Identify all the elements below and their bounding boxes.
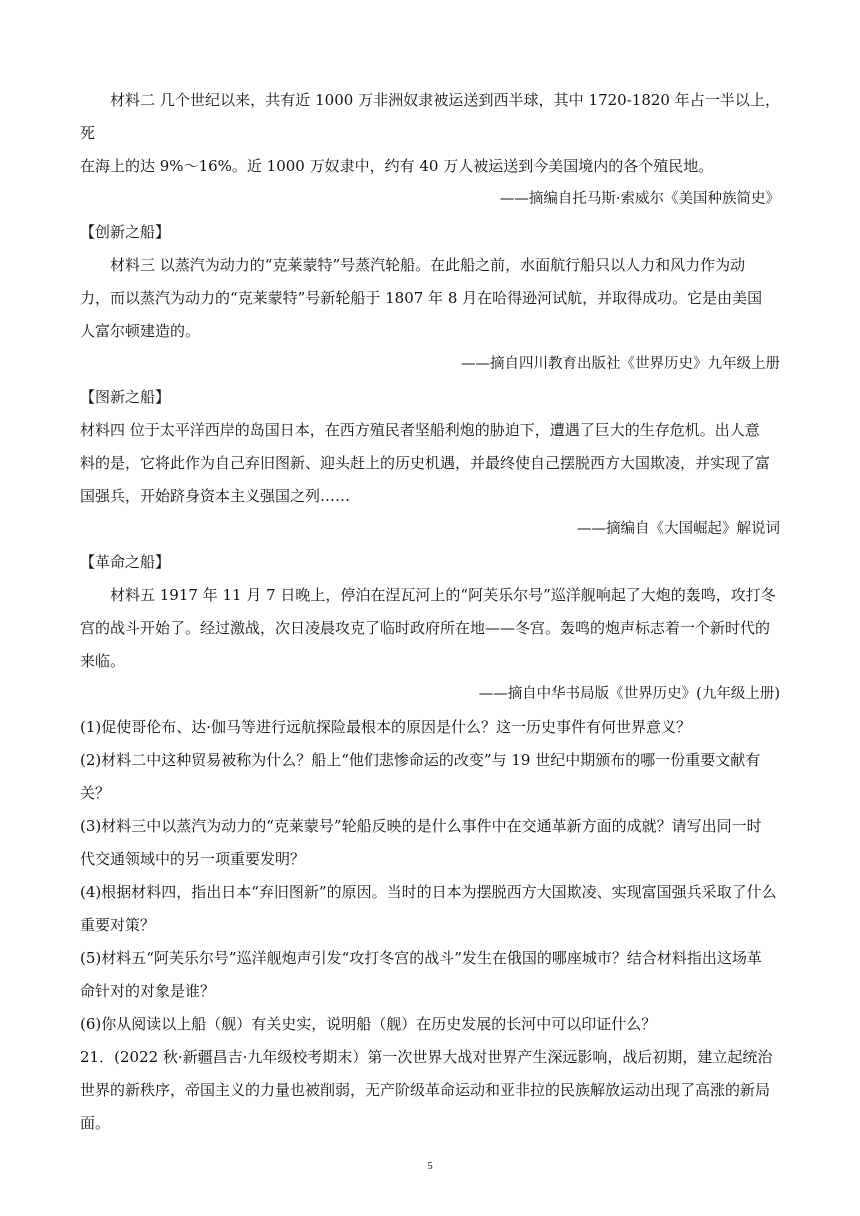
material2-line1: 材料二 几个世纪以来，共有近 1000 万非洲奴隶被运送到西半球，其中 1720-1820 年占一半以上，死 [80,91,780,142]
section-innovation: 【创新之船】 [80,223,171,241]
question-3-line1: (3)材料三中以蒸汽为动力的“克莱蒙号”轮船反映的是什么事件中在交通革新方面的成就？请写出同一时 [80,817,762,835]
material4-line3: 国强兵，开始跻身资本主义强国之列…… [80,487,351,505]
material5-source: ——摘自中华书局版《世界历史》(九年级上册) [478,686,780,702]
question-21-line2: 世界的新秩序，帝国主义的力量也被削弱，无产阶级革命运动和亚非拉的民族解放运动出现了高涨的新局 [80,1081,771,1099]
question-6: (6)你从阅读以上船（舰）有关史实，说明船（舰）在历史发展的长河中可以印证什么？ [80,1015,657,1033]
question-21-line3: 面。 [80,1114,111,1132]
material4-line1: 材料四 位于太平洋西岸的岛国日本，在西方殖民者坚船利炮的胁迫下，遭遇了巨大的生存危机。出人意 [80,421,760,439]
material3-line1: 材料三 以蒸汽为动力的“克莱蒙特”号蒸汽轮船。在此船之前，水面航行船只以人力和风力作为动 [110,256,746,274]
page-number: 5 [427,1160,433,1172]
question-1: (1)促使哥伦布、达·伽马等进行远航探险最根本的原因是什么？这一历史事件有何世界意义？ [80,718,692,736]
question-5-line2: 命针对的对象是谁？ [80,982,216,1000]
material2-source: ——摘编自托马斯·索威尔《美国种族简史》 [499,191,780,207]
material2-line2: 在海上的达 9%～16%。近 1000 万奴隶中，约有 40 万人被运送到今美国境内的各个殖民地。 [80,157,714,175]
question-4-line1: (4)根据材料四，指出日本“弃旧图新”的原因。当时的日本为摆脱西方大国欺凌、实现富国强兵采取了什么 [80,883,777,901]
section-reform: 【图新之船】 [80,388,171,406]
material4-line2: 料的是，它将此作为自己弃旧图新、迎头赶上的历史机遇，并最终使自己摆脱西方大国欺凌，并实现了富 [80,454,771,472]
material5-line3: 来临。 [80,652,126,670]
question-5-line1: (5)材料五“阿芙乐尔号”巡洋舰炮声引发“攻打冬宫的战斗”发生在俄国的哪座城市？结合材料指出这场革 [80,949,762,967]
question-3-line2: 代交通领域中的另一项重要发明？ [80,850,306,868]
material3-line3: 人富尔顿建造的。 [80,322,201,340]
question-2-line2: 关？ [80,784,111,802]
question-21-line1: 21．(2022 秋·新疆昌吉·九年级校考期末）第一次世界大战对世界产生深远影响，战后初期，建立起统治 [80,1048,773,1066]
section-revolution: 【革命之船】 [80,553,171,571]
material4-source: ——摘编自《大国崛起》解说词 [577,521,780,537]
question-2-line1: (2)材料二中这种贸易被称为什么？船上“他们悲惨命运的改变”与 19 世纪中期颁布的哪一份重要文献有 [80,751,761,769]
material5-line2: 宫的战斗开始了。经过激战，次日凌晨攻克了临时政府所在地——冬宫。轰鸣的炮声标志着一个新时代的 [80,619,771,637]
page-content [80,84,780,1140]
material5-line1: 材料五 1917 年 11 月 7 日晚上，停泊在涅瓦河上的“阿芙乐尔号”巡洋舰响起了大炮的轰鸣，攻打冬 [110,586,776,604]
material3-source: ——摘自四川教育出版社《世界历史》九年级上册 [461,356,780,372]
question-4-line2: 重要对策？ [80,916,156,934]
material3-line2: 力，而以蒸汽为动力的“克莱蒙特”号新轮船于 1807 年 8 月在哈得逊河试航，并取得成功。它是由美国 [80,289,763,307]
